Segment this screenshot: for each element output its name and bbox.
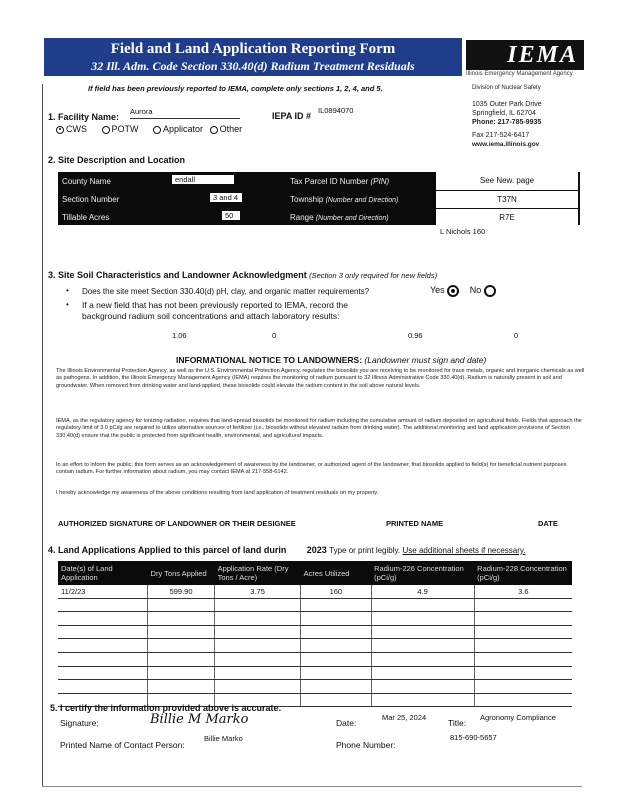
- table-cell[interactable]: [371, 693, 474, 707]
- radio-applicator-icon: [153, 126, 161, 134]
- table-cell[interactable]: 4.9: [371, 585, 474, 598]
- option-yes[interactable]: Yes: [430, 285, 461, 295]
- division: Division of Nuclear Safety: [472, 85, 541, 91]
- table-cell[interactable]: [371, 598, 474, 612]
- table-cell[interactable]: [58, 652, 148, 666]
- table-cell[interactable]: [58, 639, 148, 653]
- table-cell[interactable]: [301, 625, 372, 639]
- table-cell[interactable]: [148, 652, 215, 666]
- previous-report-notice: If field has been previously reported to IEMA, complete only sections 1, 2, 4, and 5.: [88, 84, 383, 93]
- phone-value[interactable]: 815-690-5657: [450, 733, 497, 742]
- table-row: [58, 652, 572, 666]
- table-cell[interactable]: [215, 666, 301, 680]
- iema-logo: [466, 40, 584, 70]
- left-margin-rule: [42, 84, 43, 786]
- soil-value-2[interactable]: 0: [272, 331, 277, 340]
- option-no[interactable]: No: [470, 285, 498, 295]
- form-title-bar: [44, 38, 462, 76]
- township-value[interactable]: T37N: [436, 191, 578, 210]
- section1-label: 1. Facility Name:: [48, 112, 120, 122]
- option-other[interactable]: Other: [210, 124, 243, 134]
- table-cell[interactable]: [148, 680, 215, 694]
- table-cell[interactable]: [371, 652, 474, 666]
- iepa-id-label: IEPA ID #: [272, 111, 312, 121]
- table-cell[interactable]: [371, 639, 474, 653]
- table-cell[interactable]: 3.6: [474, 585, 572, 598]
- table-cell[interactable]: [301, 666, 372, 680]
- col-application-rate: Application Rate (Dry Tons / Acre): [215, 561, 301, 585]
- radio-other-icon: [210, 126, 218, 134]
- soil-value-1[interactable]: 1.06: [172, 331, 187, 340]
- table-header-row: [58, 561, 572, 585]
- table-cell[interactable]: [474, 625, 572, 639]
- notice-paragraph-3: In an effort to inform the public, this form serves as an acknowledgement of awareness by the landowner, or authorized agent of the landowner, that biosolids applied to field(s) for beneficial nutrient purposes contain radium. For further information about radium, you may contact IEMA at 217-558-6142.: [56, 462, 567, 476]
- bullet-1: •: [66, 286, 69, 295]
- section2-label: 2. Site Description and Location: [48, 155, 186, 165]
- date-value[interactable]: Mar 25, 2024: [382, 713, 427, 722]
- radio-cws-icon: [56, 126, 64, 134]
- table-cell[interactable]: [215, 652, 301, 666]
- col-dry-tons: Dry Tons Applied: [148, 561, 215, 585]
- printed-name-label: Printed Name of Contact Person:: [60, 740, 185, 750]
- section-number-value[interactable]: 3 and 4: [210, 193, 242, 202]
- table-cell[interactable]: [148, 639, 215, 653]
- application-year[interactable]: 2023: [306, 545, 327, 555]
- table-cell[interactable]: [371, 666, 474, 680]
- date-label: Date:: [336, 718, 357, 728]
- section4-heading: 4. Land Applications Applied to this parcel of land durin 2023 Type or print legibly. Use additional sheets if necessary.: [48, 545, 526, 555]
- soil-value-3[interactable]: 0.96: [408, 331, 423, 340]
- land-application-table: [58, 561, 572, 707]
- table-cell[interactable]: [215, 625, 301, 639]
- table-cell[interactable]: [215, 612, 301, 626]
- additional-sheets-note: Use additional sheets if necessary.: [402, 546, 526, 555]
- facility-name-value[interactable]: Aurora: [130, 107, 153, 116]
- bullet-2: •: [66, 300, 69, 309]
- table-cell[interactable]: [58, 666, 148, 680]
- table-cell[interactable]: [148, 598, 215, 612]
- table-row: [58, 612, 572, 626]
- table-cell[interactable]: [474, 639, 572, 653]
- col-date: Date(s) of Land Application: [58, 561, 148, 585]
- county-label: County Name: [62, 177, 111, 186]
- landowner-date-label: DATE: [538, 519, 558, 528]
- title-value[interactable]: Agronomy Compliance: [480, 713, 556, 722]
- table-cell[interactable]: 160: [301, 585, 372, 598]
- background-radium-instruction: If a new field that has not been previously reported to IEMA, record the background radium soil concentrations and attach laboratory results:: [82, 300, 349, 321]
- soil-value-4[interactable]: 0: [514, 331, 519, 340]
- notice-paragraph-1: The Illinois Environmental Protection Agency, as well as the U.S. Environmental Protection Agency, regulates the biosolids you are receiving to be monitored for trace metals, organic and inorganic chemicals as well as pathogens. In addition, the Illinois Emergency Management Agency (IEMA) requires the monitoring of radium pursuant to 32 Illinois Administrative Code 330.40(d). Radium is naturally present in soil and groundwater. When removed from drinking water and land-applied, these biosolids could elevate the radium content in the soil above natural levels.: [56, 368, 585, 389]
- table-cell[interactable]: [301, 598, 372, 612]
- notice-paragraph-4: I hereby acknowledge my awareness of the above conditions resulting from land application of treatment residuals on my property.: [56, 490, 379, 496]
- notice-heading: INFORMATIONAL NOTICE TO LANDOWNERS: (Landowner must sign and date): [176, 355, 487, 365]
- extra-note: L Nichols 160: [440, 227, 486, 236]
- option-potw[interactable]: POTW: [102, 124, 139, 134]
- table-cell[interactable]: [474, 693, 572, 707]
- address-line-1: 1035 Outer Park Drive: [472, 101, 542, 108]
- logo-text: IEMA: [507, 42, 578, 68]
- form-title: Field and Land Application Reporting Form: [110, 41, 396, 57]
- parcel-id-label: Tax Parcel ID Number (PIN): [290, 177, 390, 186]
- table-cell[interactable]: [474, 666, 572, 680]
- table-cell[interactable]: [215, 598, 301, 612]
- section3-heading: [48, 270, 437, 280]
- table-cell[interactable]: [148, 666, 215, 680]
- col-acres: Acres Utilized: [301, 561, 372, 585]
- table-cell[interactable]: [215, 680, 301, 694]
- table-cell[interactable]: [301, 680, 372, 694]
- facility-name-underline: [130, 118, 240, 119]
- table-row: [58, 625, 572, 639]
- table-cell[interactable]: [301, 652, 372, 666]
- site-requirements-question: Does the site meet Section 330.40(d) pH, clay, and organic matter requirements?: [82, 287, 370, 296]
- printed-name-value[interactable]: Billie Marko: [204, 734, 243, 743]
- table-cell[interactable]: 11/2/23: [58, 585, 148, 598]
- phone: Phone: 217-785-9935: [472, 119, 542, 126]
- site-values-column: [436, 172, 580, 225]
- table-cell[interactable]: [371, 680, 474, 694]
- table-cell[interactable]: [474, 598, 572, 612]
- title-label: Title:: [448, 718, 467, 728]
- landowner-signature-label: AUTHORIZED SIGNATURE OF LANDOWNER OR THEIR DESIGNEE: [58, 519, 296, 528]
- table-cell[interactable]: [58, 625, 148, 639]
- table-row: [58, 666, 572, 680]
- section5-label: 5. I certify the information provided above is accurate.: [50, 703, 282, 713]
- landowner-printed-name-label: PRINTED NAME: [386, 519, 444, 528]
- table-cell[interactable]: [301, 693, 372, 707]
- signature-value[interactable]: Billie M Marko: [150, 712, 249, 727]
- col-radium-226: Radium-226 Concentration (pCi/g): [371, 561, 474, 585]
- table-cell[interactable]: [58, 612, 148, 626]
- table-cell[interactable]: [58, 680, 148, 694]
- table-cell[interactable]: [474, 652, 572, 666]
- table-cell[interactable]: [148, 625, 215, 639]
- table-cell[interactable]: [58, 598, 148, 612]
- table-cell[interactable]: [301, 639, 372, 653]
- address-line-2: Springfield, IL 62704: [472, 110, 536, 117]
- agency-name: Illinois Emergency Management Agency: [466, 71, 573, 77]
- col-radium-228: Radium-228 Concentration (pCi/g): [474, 561, 572, 585]
- range-value[interactable]: R7E: [499, 213, 515, 223]
- option-cws[interactable]: CWS: [56, 124, 87, 134]
- table-cell[interactable]: [371, 612, 474, 626]
- table-row: [58, 639, 572, 653]
- table-cell[interactable]: [148, 612, 215, 626]
- township-label: Township (Number and Direction): [290, 195, 399, 204]
- table-cell[interactable]: [474, 612, 572, 626]
- signature-label: Signature:: [60, 718, 99, 728]
- tillable-acres-label: Tillable Acres: [62, 213, 110, 222]
- county-value[interactable]: endall: [172, 175, 234, 184]
- website: www.iema.illinois.gov: [472, 141, 540, 148]
- section3-note: (Section 3 only required for new fields): [309, 271, 438, 280]
- table-cell[interactable]: 3.75: [215, 585, 301, 598]
- section3-label: 3. Site Soil Characteristics and Landowner Acknowledgment: [48, 270, 307, 280]
- table-row: [58, 598, 572, 612]
- site-description-grid: [58, 172, 436, 225]
- parcel-id-value[interactable]: See New. page: [436, 172, 578, 191]
- iepa-id-value[interactable]: IL0894070: [318, 106, 354, 115]
- section-number-label: Section Number: [62, 195, 120, 204]
- table-cell[interactable]: [301, 612, 372, 626]
- fax: Fax 217-524-6417: [472, 132, 530, 139]
- radio-no-icon: [484, 285, 496, 297]
- yes-no-options: [430, 285, 498, 297]
- form-subtitle: 32 Ill. Adm. Code Section 330.40(d) Radium Treatment Residuals: [91, 59, 415, 73]
- option-applicator[interactable]: Applicator: [153, 124, 203, 134]
- notice-paragraph-2: IEMA, as the regulatory agency for ionizing radiation, requires that land-spread biosolids be monitored for radium including the cumulative amount of radium deposited on agricultural fields. Fields that approach the regulatory limit of 3.0 pCi/g are required to utilize alternative sources of fertilizer (i.e., biosolids without elevated radium from drinking water). The additional monitoring and land application provisions of Section 330.40(d) ensure that the public is protected from significant health, environmental, and agricultural impacts.: [56, 418, 582, 439]
- facility-type-options: [56, 124, 242, 134]
- table-row: [58, 680, 572, 694]
- table-cell[interactable]: [215, 639, 301, 653]
- table-cell[interactable]: 599.90: [148, 585, 215, 598]
- table-cell[interactable]: [474, 680, 572, 694]
- contact-block: [472, 84, 542, 149]
- range-label: Range (Number and Direction): [290, 213, 389, 222]
- radio-yes-icon: [447, 285, 459, 297]
- table-cell[interactable]: [371, 625, 474, 639]
- radio-potw-icon: [102, 126, 110, 134]
- table-row: [58, 585, 572, 598]
- tillable-acres-value[interactable]: 50: [222, 211, 240, 220]
- phone-label: Phone Number:: [336, 740, 396, 750]
- bottom-rule: [42, 786, 582, 787]
